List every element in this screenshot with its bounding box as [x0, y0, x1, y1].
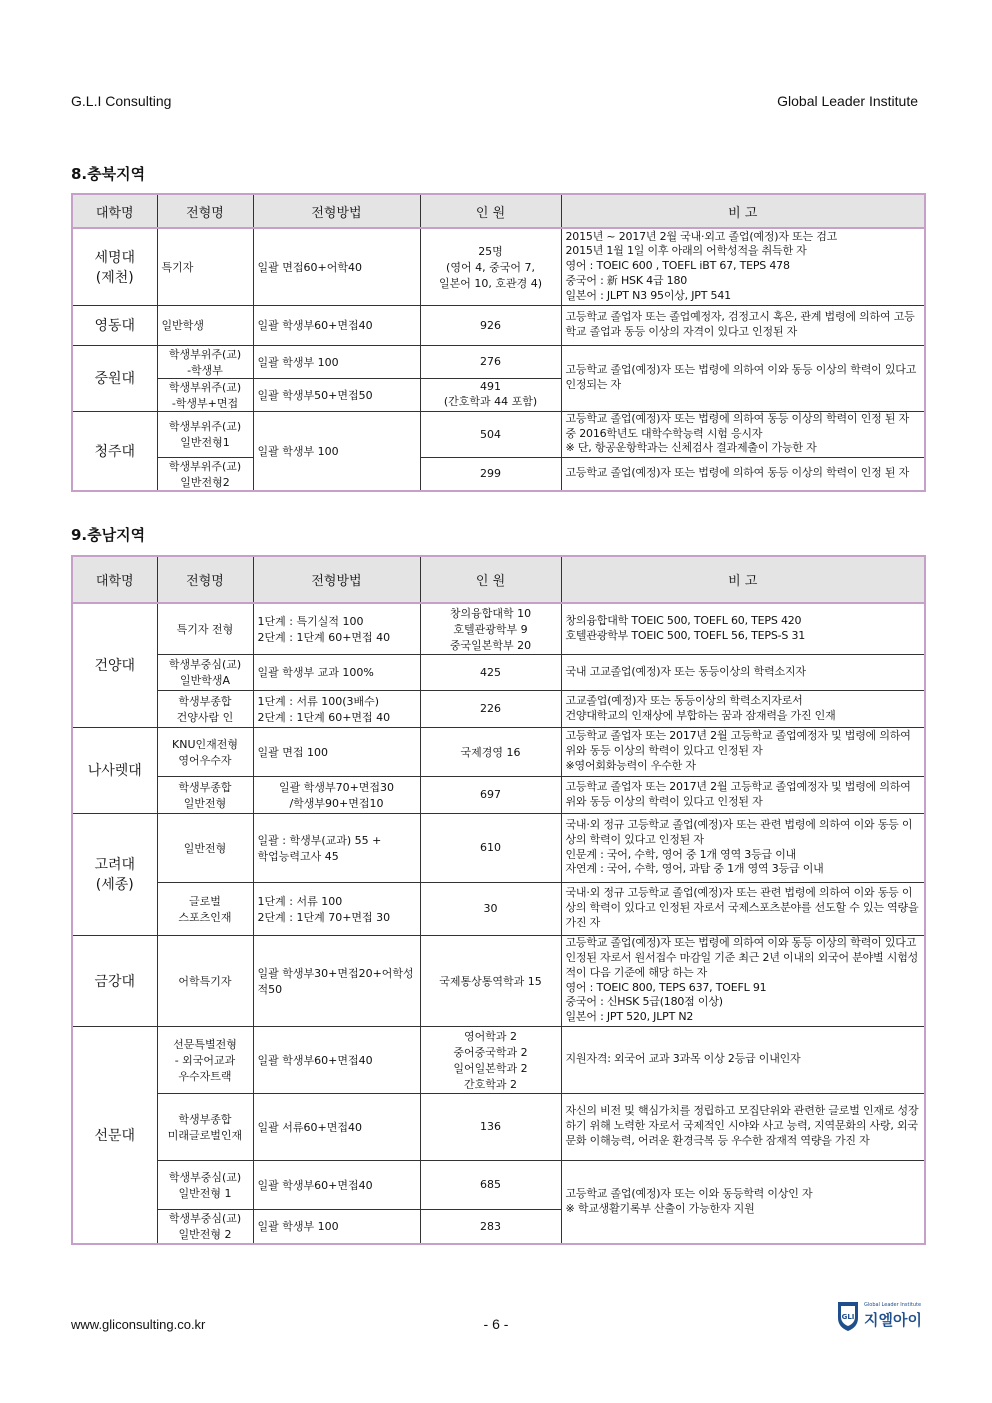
admission-count: 창의융합대학 10 호텔관광학부 9 중국일본학부 20 — [420, 603, 561, 654]
admission-method: 일괄 학생부60+면접40 — [253, 305, 420, 345]
admission-note: 고등학교 졸업자 또는 졸업예정자, 검정고시 혹은, 관계 법령에 의하여 고등학교 졸업과 동등 이상의 자격이 있다고 인정된 자 — [561, 305, 925, 345]
admission-note: 고등학교 졸업(예정)자 또는 법령에 의하여 이와 동등 이상의 학력이 있다고 인정된 자로서 원서접수 마감일 기준 최근 2년 이내의 외국어 분야별 시험성적이 다음 기준에 해당 하는 자 영어 : TOEIC 800, TEPS 637, TOEFL 91 중국어 : 신HSK 5급(180점 이상) 일본어 : JPT 520, JLPT N2 — [561, 935, 925, 1026]
footer-url[interactable]: www.gliconsulting.co.kr — [71, 1317, 206, 1332]
col-note: 비 고 — [561, 556, 925, 603]
table-row — [72, 935, 925, 1026]
admission-count: 425 — [420, 654, 561, 690]
admission-count: 276 — [420, 345, 561, 378]
logo-text: 지엘아이 — [864, 1311, 922, 1329]
admission-method: 일괄 학생부 100 — [253, 345, 420, 378]
col-type: 전형명 — [157, 194, 253, 228]
table-row — [72, 457, 925, 491]
col-count: 인 원 — [420, 194, 561, 228]
admission-type: 학생부중심(교) 일반전형 1 — [157, 1160, 253, 1209]
univ-name: 청주대 — [72, 411, 157, 491]
admission-count: 299 — [420, 457, 561, 491]
col-univ: 대학명 — [72, 194, 157, 228]
univ-name: 세명대 (제천) — [72, 228, 157, 305]
admission-method: 1단계 : 서류 100 2단계 : 1단계 70+면접 30 — [253, 882, 420, 935]
header-left: G.L.I Consulting — [71, 93, 172, 109]
admission-method: 일괄 학생부60+면접40 — [253, 1160, 420, 1209]
table-row — [72, 305, 925, 345]
col-note: 비 고 — [561, 194, 925, 228]
admission-count: 국제경영 16 — [420, 727, 561, 776]
admission-count: 283 — [420, 1209, 561, 1244]
admission-note: 고교졸업(예정)자 또는 동등이상의 학력소지자로서 건양대학교의 인재상에 부합하는 꿈과 잠재력을 가진 인재 — [561, 690, 925, 727]
table-row — [72, 603, 925, 654]
admission-count: 30 — [420, 882, 561, 935]
section-9-table — [71, 555, 926, 1245]
admission-type: 특기자 전형 — [157, 603, 253, 654]
col-univ: 대학명 — [72, 556, 157, 603]
table-row — [72, 654, 925, 690]
admission-type: 학생부종합 미래글로벌인재 — [157, 1093, 253, 1160]
admission-method: 일괄 학생부50+면접50 — [253, 378, 420, 411]
admission-type: 학생부위주(교) -학생부 — [157, 345, 253, 378]
section-8-title: 8.충북지역 — [71, 165, 146, 183]
table-row — [72, 813, 925, 882]
col-method: 전형방법 — [253, 194, 420, 228]
admission-count: 25명 (영어 4, 중국어 7, 일본어 10, 호관경 4) — [420, 228, 561, 305]
table-row — [72, 1093, 925, 1160]
univ-name: 선문대 — [72, 1026, 157, 1244]
shield-logo-icon — [836, 1300, 860, 1332]
univ-name: 중원대 — [72, 345, 157, 411]
admission-count: 504 — [420, 411, 561, 457]
admission-type: 특기자 — [157, 228, 253, 305]
admission-method: 일괄 학생부70+면접30 /학생부90+면접10 — [253, 776, 420, 813]
admission-note: 국내·외 정규 고등학교 졸업(예정)자 또는 관련 법령에 의하여 이와 동등 이상의 학력이 있다고 인정된 자 인문계 : 국어, 수학, 영어 중 1개 영역 3등급 이내 자연계 : 국어, 수학, 영어, 과탐 중 1개 영역 3등급 이내 — [561, 813, 925, 882]
admission-count: 영어학과 2 중어중국학과 2 일어일본학과 2 간호학과 2 — [420, 1026, 561, 1093]
admission-note: 고등학교 졸업자 또는 2017년 2월 고등학교 졸업예정자 및 법령에 의하여 위와 동등 이상의 학력이 있다고 인정된 자 — [561, 776, 925, 813]
section-8-table — [71, 193, 926, 492]
admission-count: 610 — [420, 813, 561, 882]
admission-note: 자신의 비전 및 핵심가치를 정립하고 모집단위와 관련한 글로벌 인재로 성장하기 위해 노력한 자로서 국제적인 시야와 사고 능력, 지역문화의 사랑, 외국문화 이해능력, 어려운 환경극복 등 우수한 잠재적 역량을 가진 자 — [561, 1093, 925, 1160]
admission-method: 일괄 학생부60+면접40 — [253, 1026, 420, 1093]
admission-count: 491 (간호학과 44 포함) — [420, 378, 561, 411]
admission-type: 학생부위주(교) -학생부+면접 — [157, 378, 253, 411]
admission-note: 고등학교 졸업(예정)자 또는 이와 동등학력 이상인 자 ※ 학교생활기록부 산출이 가능한자 지원 — [561, 1160, 925, 1244]
svg-text:GLI: GLI — [841, 1313, 855, 1321]
admission-count: 926 — [420, 305, 561, 345]
univ-name: 나사렛대 — [72, 727, 157, 813]
admission-type: 학생부중심(교) 일반전형 2 — [157, 1209, 253, 1244]
table-row — [72, 228, 925, 305]
admission-method: 일괄 학생부 100 — [253, 411, 420, 491]
admission-note: 고등학교 졸업(예정)자 또는 법령에 의하여 동등 이상의 학력이 인정 된 자 — [561, 457, 925, 491]
table-row — [72, 1160, 925, 1209]
admission-note: 고등학교 졸업자 또는 2017년 2월 고등학교 졸업예정자 및 법령에 의하여 위와 동등 이상의 학력이 있다고 인정된 자 ※영어회화능력이 우수한 자 — [561, 727, 925, 776]
admission-count: 국제통상통역학과 15 — [420, 935, 561, 1026]
table-row — [72, 882, 925, 935]
admission-method: 일괄 학생부 100 — [253, 1209, 420, 1244]
logo-tagline: Global Leader Institute — [864, 1302, 922, 1308]
admission-type: 학생부중심(교) 일반학생A — [157, 654, 253, 690]
admission-method: 1단계 : 서류 100(3배수) 2단계 : 1단계 60+면접 40 — [253, 690, 420, 727]
admission-method: 일괄 면접 100 — [253, 727, 420, 776]
table-row — [72, 411, 925, 457]
univ-name: 금강대 — [72, 935, 157, 1026]
univ-name: 영동대 — [72, 305, 157, 345]
table-row — [72, 690, 925, 727]
page-number: - 6 - — [483, 1316, 509, 1332]
col-type: 전형명 — [157, 556, 253, 603]
section-9-title: 9.충남지역 — [71, 526, 146, 544]
admission-count: 697 — [420, 776, 561, 813]
admission-note: 고등학교 졸업(예정)자 또는 법령에 의하여 동등 이상의 학력이 인정 된 자 중 2016학년도 대학수학능력 시험 응시자 ※ 단, 항공운항학과는 신체검사 결과제출이 가능한 자 — [561, 411, 925, 457]
admission-note: 국내 고교졸업(예정)자 또는 동등이상의 학력소지자 — [561, 654, 925, 690]
admission-count: 136 — [420, 1093, 561, 1160]
univ-name: 고려대 (세종) — [72, 813, 157, 935]
admission-method: 일괄 : 학생부(교과) 55 + 학업능력고사 45 — [253, 813, 420, 882]
admission-method: 일괄 면접60+어학40 — [253, 228, 420, 305]
admission-type: 학생부종합 건양사람 인 — [157, 690, 253, 727]
admission-type: KNU인재전형 영어우수자 — [157, 727, 253, 776]
admission-method: 일괄 학생부30+면접20+어학성적50 — [253, 935, 420, 1026]
table-row — [72, 345, 925, 378]
table-row — [72, 776, 925, 813]
col-count: 인 원 — [420, 556, 561, 603]
table-row — [72, 727, 925, 776]
table-row — [72, 1026, 925, 1093]
admission-type: 선문특별전형 - 외국어교과 우수자트랙 — [157, 1026, 253, 1093]
admission-note: 지원자격: 외국어 교과 3과목 이상 2등급 이내인자 — [561, 1026, 925, 1093]
admission-note: 2015년 ~ 2017년 2월 국내·외고 졸업(예정)자 또는 검고 2015년 1월 1일 이후 아래의 어학성적을 취득한 자 영어 : TOEIC 600 , TOEFL iBT 67, TEPS 478 중국어 : 新 HSK 4급 180 일본어 : JLPT N3 95이상, JPT 541 — [561, 228, 925, 305]
admission-note: 국내·외 정규 고등학교 졸업(예정)자 또는 관련 법령에 의하여 이와 동등 이상의 학력이 있다고 인정된 자로서 국제스포츠분야를 선도할 수 있는 역량을 가진 자 — [561, 882, 925, 935]
admission-type: 학생부위주(교) 일반전형1 — [157, 411, 253, 457]
col-method: 전형방법 — [253, 556, 420, 603]
admission-count: 685 — [420, 1160, 561, 1209]
admission-count: 226 — [420, 690, 561, 727]
admission-note: 고등학교 졸업(예정)자 또는 법령에 의하여 이와 동등 이상의 학력이 있다고 인정되는 자 — [561, 345, 925, 411]
gli-logo — [836, 1300, 926, 1336]
admission-method: 1단계 : 특기실적 100 2단계 : 1단계 60+면접 40 — [253, 603, 420, 654]
admission-type: 학생부종합 일반전형 — [157, 776, 253, 813]
admission-type: 일반학생 — [157, 305, 253, 345]
admission-method: 일괄 학생부 교과 100% — [253, 654, 420, 690]
univ-name: 건양대 — [72, 603, 157, 727]
admission-method: 일괄 서류60+면접40 — [253, 1093, 420, 1160]
admission-type: 어학특기자 — [157, 935, 253, 1026]
admission-type: 글로벌 스포츠인재 — [157, 882, 253, 935]
admission-note: 창의융합대학 TOEIC 500, TOEFL 60, TEPS 420 호텔관광학부 TOEIC 500, TOEFL 56, TEPS-S 31 — [561, 603, 925, 654]
header-right: Global Leader Institute — [777, 93, 918, 109]
admission-type: 일반전형 — [157, 813, 253, 882]
admission-type: 학생부위주(교) 일반전형2 — [157, 457, 253, 491]
